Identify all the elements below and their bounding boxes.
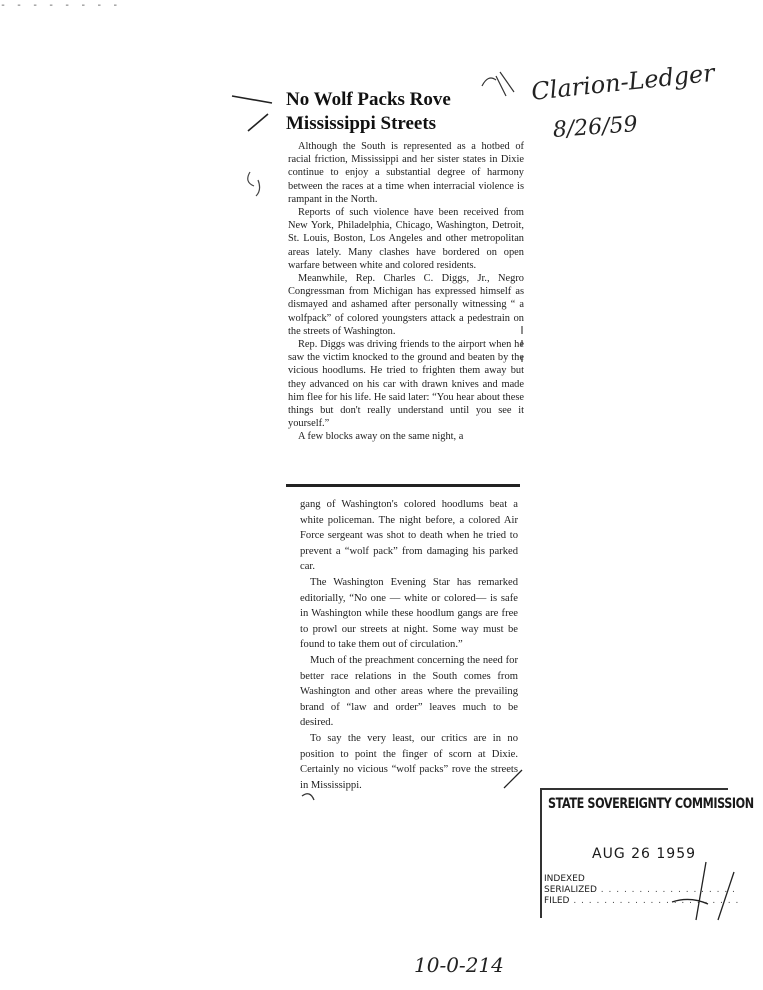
pen-stroke	[504, 770, 522, 788]
handwritten-date-note: 8/26/59	[552, 112, 639, 143]
paragraph: Reports of such violence have been received from New York, Philadelphia, Chicago, Washington, Detroit, St. Louis, Boston, Los Angeles and other metropolitan areas lately. Many clashes have bordered on open warfare between white and colored residents.	[288, 207, 524, 271]
paragraph: Although the South is represented as a hotbed of racial friction, Mississippi and her sister states in Dixie continue to enjoy a substantial degree of harmony between the races at a time when interracial violence is rampant in the North.	[288, 141, 524, 205]
stamp-field-indexed: INDEXED	[544, 874, 585, 884]
paragraph: Meanwhile, Rep. Charles C. Diggs, Jr., Negro Congressman from Michigan has expressed himself as dismayed and ashamed after personally witnessing “ a wolfpack” of colored youngsters attack a pedestrain on the streets of Washington.	[288, 273, 524, 337]
stamp-date: AUG 26 1959	[592, 846, 697, 862]
handwritten-source-note: Clarion-Ledger	[530, 58, 716, 106]
pen-stroke	[232, 96, 272, 103]
paragraph: To say the very least, our critics are in no position to point the finger of scorn at Dixie. Certainly no vicious “wolf packs” rove the streets in Mississippi.	[300, 732, 518, 791]
stamp-fields: INDEXED SERIALIZED . . . . . . . . . . . . . . . . . . FILED . . . . . . . . . . . . . . . . . . . . . .	[544, 874, 740, 906]
stamp-title: STATE SOVEREIGNTY COMMISSION	[548, 796, 754, 812]
pen-stroke	[248, 172, 260, 196]
pen-stroke	[482, 72, 514, 96]
article-headline: No Wolf Packs Rove Mississippi Streets	[286, 89, 451, 134]
pen-stroke	[248, 114, 268, 131]
stamp-field-serialized: SERIALIZED	[544, 885, 597, 895]
paragraph: gang of Washington's colored hoodlums beat a white policeman. The night before, a colored Air Force sergeant was shot to death when he tried to prevent a “wolf pack” from damaging his parked car.	[300, 499, 518, 573]
pen-stroke	[672, 862, 734, 920]
handwritten-file-number: 10-0-214	[414, 953, 504, 977]
top-edge-marks: - - - - - - - -	[0, 0, 121, 11]
pen-stroke	[302, 794, 314, 800]
paragraph: Rep. Diggs was driving friends to the airport when he saw the victim knocked to the ground and beaten by the vicious hoodlums. He tried to frighten them away but they advanced on his car with drawn knives and made him flee for his life. He said later: “You hear about these things but don't really understand until you see it yourself.”	[288, 339, 524, 430]
stamp-field-filed: FILED	[544, 896, 570, 906]
paragraph: The Washington Evening Star has remarked editorially, “No one — white or colored— is safe in Washington while these hoodlum gangs are free to prowl our streets at night. Some way must be found to take them out of circulation.”	[300, 576, 518, 651]
paragraph: A few blocks away on the same night, a	[298, 431, 464, 443]
paragraph: Much of the preachment concerning the need for better race relations in the South comes from Washington and other areas where the prevailing brand of “law and order” leaves much to be desired.	[300, 654, 518, 729]
